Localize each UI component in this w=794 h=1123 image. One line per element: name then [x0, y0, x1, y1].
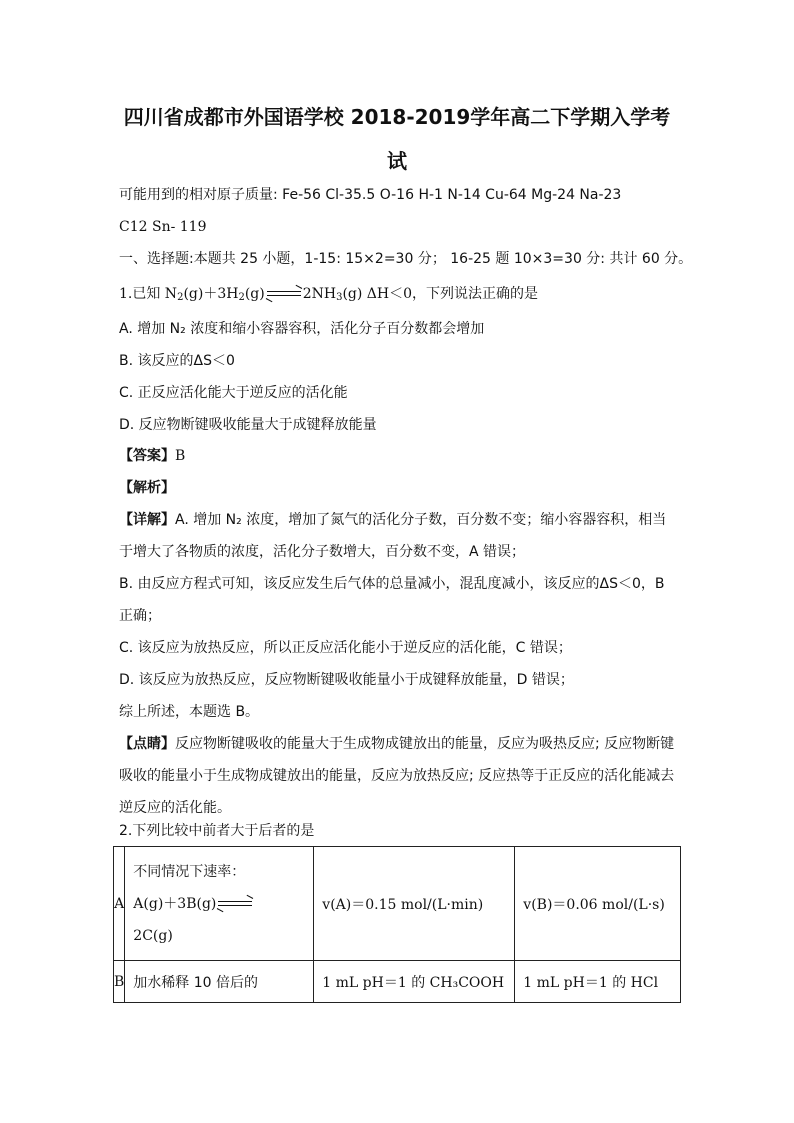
table-cell: 1 mL pH＝1 的 HCl	[515, 961, 681, 1003]
q1-option-a: A. 增加 N₂ 浓度和缩小容器容积，活化分子百分数都会增加	[119, 321, 485, 337]
table-cell: v(A)＝0.15 mol/(L·min)	[314, 847, 515, 961]
equilibrium-arrow-icon	[218, 899, 252, 909]
q1-detail-line-3: B. 由反应方程式可知，该反应发生后气体的总量减小，混乱度减小，该反应的ΔS＜0，B	[119, 576, 665, 592]
answer-label: 【答案】	[119, 448, 175, 464]
cell-equation-product: 2C(g)	[133, 927, 173, 944]
atomic-mass-line-1: 可能用到的相对原子质量: Fe-56 Cl-35.5 O-16 H-1 N-14 Cu-64 Mg-24 Na-23	[119, 187, 622, 203]
table-cell	[125, 847, 314, 961]
equilibrium-arrow-icon	[267, 289, 301, 299]
table-cell: 加水稀释 10 倍后的	[125, 961, 314, 1003]
q1-stem-mid3: (g) ΔH＜0，下列说法正确的是	[342, 286, 539, 302]
q1-option-c: C. 正反应活化能大于逆反应的活化能	[119, 385, 348, 401]
q1-option-b: B. 该反应的ΔS＜0	[119, 353, 235, 369]
q1-tip-line-1	[119, 735, 674, 753]
q1-tip-line-3: 逆反应的活化能。	[119, 800, 231, 816]
detail-text-1: A. 增加 N₂ 浓度，增加了氮气的活化分子数，百分数不变；缩小容器容积，相当	[175, 512, 667, 528]
answer-value: B	[175, 448, 186, 464]
tip-text-1: 反应物断键吸收的能量大于生成物成键放出的能量，反应为吸热反应; 反应物断键	[175, 736, 675, 752]
q1-tip-line-2: 吸收的能量小于生成物成键放出的能量，反应为放热反应; 反应热等于正反应的活化能减去	[119, 768, 675, 784]
question-1-stem	[119, 285, 538, 307]
q1-stem-product: 2NH	[302, 286, 337, 302]
q1-detail-line-1	[119, 511, 666, 529]
document-title-line-2: 试	[387, 149, 407, 173]
q1-stem-nh3-sub: 3	[336, 292, 343, 303]
row-label: A	[114, 847, 125, 961]
table-row	[114, 961, 681, 1003]
analysis-label: 【解析】	[119, 480, 175, 496]
comparison-table	[113, 846, 681, 1003]
equation-reactants: A(g)＋3B(g)	[133, 895, 217, 912]
q1-detail-line-5: C. 该反应为放热反应，所以正反应活化能小于逆反应的活化能，C 错误；	[119, 640, 572, 656]
q1-option-d: D. 反应物断键吸收能量大于成键释放能量	[119, 417, 377, 433]
q1-detail-line-4: 正确；	[119, 608, 161, 624]
tip-label: 【点睛】	[119, 736, 175, 752]
atomic-mass-line-2: C12 Sn- 119	[119, 219, 207, 235]
q1-stem-mid2: (g)	[244, 286, 265, 302]
q1-detail-line-2: 于增大了各物质的浓度，活化分子数增大，百分数不变，A 错误；	[119, 544, 526, 560]
q1-stem-prefix: 1.已知 N	[119, 286, 178, 302]
q1-stem-mid1: (g)＋3H	[183, 286, 239, 302]
q1-stem-h2-sub: 2	[238, 292, 245, 303]
detail-label: 【详解】	[119, 512, 175, 528]
q1-detail-line-6: D. 该反应为放热反应，反应物断键吸收能量小于成键释放能量，D 错误；	[119, 672, 574, 688]
q1-answer	[119, 447, 185, 465]
document-title-line-1: 四川省成都市外国语学校 2018-2019学年高二下学期入学考	[123, 105, 671, 129]
table-cell: 1 mL pH＝1 的 CH₃COOH	[314, 961, 515, 1003]
q1-detail-line-7: 综上所述，本题选 B。	[119, 704, 260, 720]
section-heading: 一、选择题:本题共 25 小题，1-15: 15×2=30 分； 16-25 题 10×3=30 分: 共计 60 分。	[119, 251, 693, 267]
q1-stem-n2-sub: 2	[177, 292, 184, 303]
table-cell: v(B)＝0.06 mol/(L·s)	[515, 847, 681, 961]
question-2-stem: 2.下列比较中前者大于后者的是	[119, 823, 315, 839]
table-row	[114, 847, 681, 961]
cell-equation-line	[133, 888, 305, 920]
row-label: B	[114, 961, 125, 1003]
cell-text-line: 不同情况下速率：	[133, 863, 246, 880]
